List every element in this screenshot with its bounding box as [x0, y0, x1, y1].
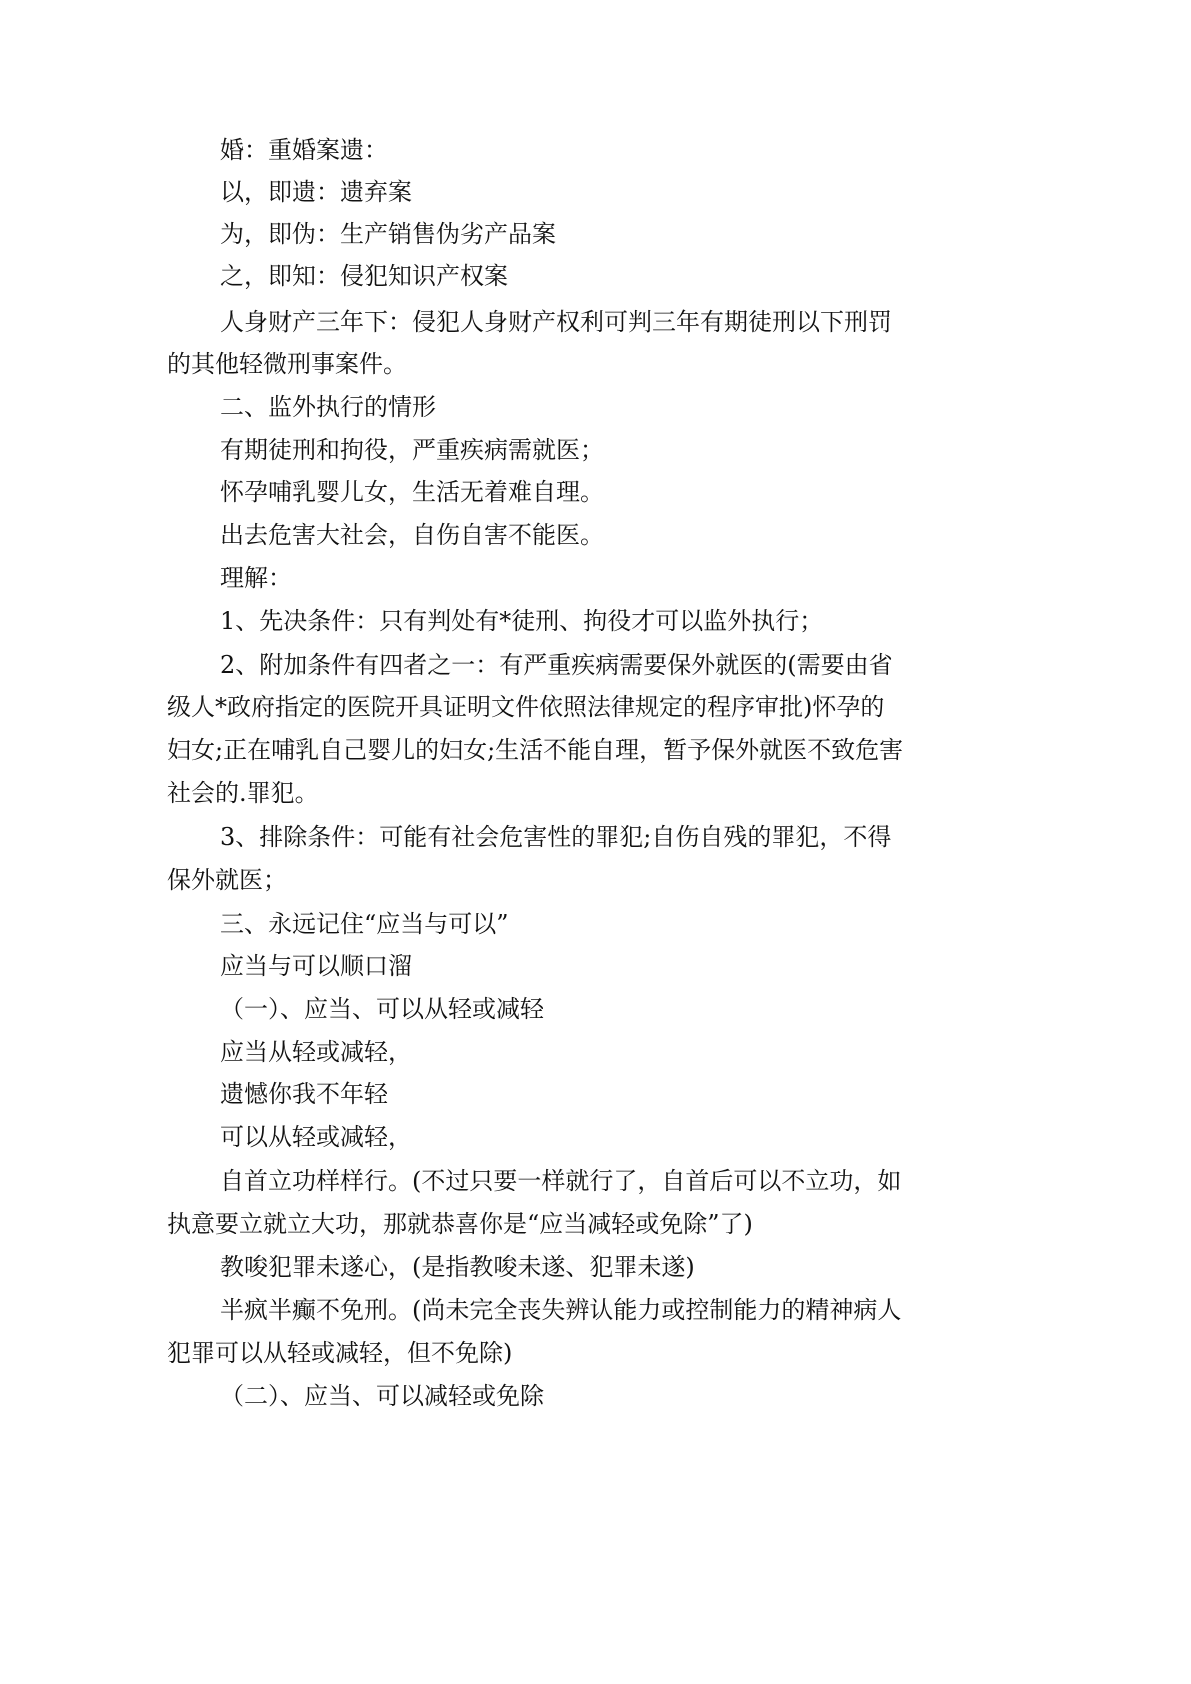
text-line: 1、先决条件：只有判处有*徒刑、拘役才可以监外执行； — [220, 607, 824, 635]
text-line: 理解： — [220, 564, 292, 592]
subsection-heading: （一）、应当、可以从轻或减轻 — [220, 995, 544, 1023]
text-line: 社会的.罪犯。 — [167, 779, 319, 807]
text-line: 妇女;正在哺乳自己婴儿的妇女;生活不能自理，暂予保外就医不致危害 — [167, 736, 904, 764]
subsection-heading: （二）、应当、可以减轻或免除 — [220, 1382, 544, 1410]
section-heading: 三、永远记住“应当与可以” — [220, 910, 509, 938]
text-line: 应当与可以顺口溜 — [220, 952, 412, 980]
text-line: 以，即遗：遗弃案 — [220, 178, 412, 206]
text-line: 遗憾你我不年轻 — [220, 1080, 388, 1108]
text-line: 级人*政府指定的医院开具证明文件依照法律规定的程序审批)怀孕的 — [167, 693, 885, 721]
text-line: 之，即知：侵犯知识产权案 — [220, 262, 508, 290]
text-line: 的其他轻微刑事案件。 — [167, 350, 407, 378]
text-line: 执意要立就立大功，那就恭喜你是“应当减轻或免除”了) — [167, 1210, 753, 1238]
text-line: 自首立功样样行。(不过只要一样就行了，自首后可以不立功，如 — [220, 1167, 902, 1195]
text-line: 保外就医； — [167, 866, 287, 894]
text-line: 有期徒刑和拘役，严重疾病需就医； — [220, 436, 604, 464]
text-line: 2、附加条件有四者之一：有严重疾病需要保外就医的(需要由省 — [220, 651, 893, 679]
text-line: 人身财产三年下：侵犯人身财产权利可判三年有期徒刑以下刑罚 — [220, 308, 892, 336]
text-line: 婚：重婚案遗： — [220, 136, 388, 164]
text-line: 怀孕哺乳婴儿女，生活无着难自理。 — [220, 478, 604, 506]
text-line: 应当从轻或减轻， — [220, 1038, 412, 1066]
text-line: 3、排除条件：可能有社会危害性的罪犯;自伤自残的罪犯，不得 — [220, 823, 892, 851]
text-line: 可以从轻或减轻， — [220, 1123, 412, 1151]
text-line: 教唆犯罪未遂心，(是指教唆未遂、犯罪未遂) — [220, 1253, 695, 1281]
section-heading: 二、监外执行的情形 — [220, 393, 436, 421]
text-line: 犯罪可以从轻或减轻，但不免除) — [167, 1339, 513, 1367]
text-line: 出去危害大社会，自伤自害不能医。 — [220, 521, 604, 549]
text-line: 半疯半癫不免刑。(尚未完全丧失辨认能力或控制能力的精神病人 — [220, 1296, 902, 1324]
text-line: 为，即伪：生产销售伪劣产品案 — [220, 220, 556, 248]
